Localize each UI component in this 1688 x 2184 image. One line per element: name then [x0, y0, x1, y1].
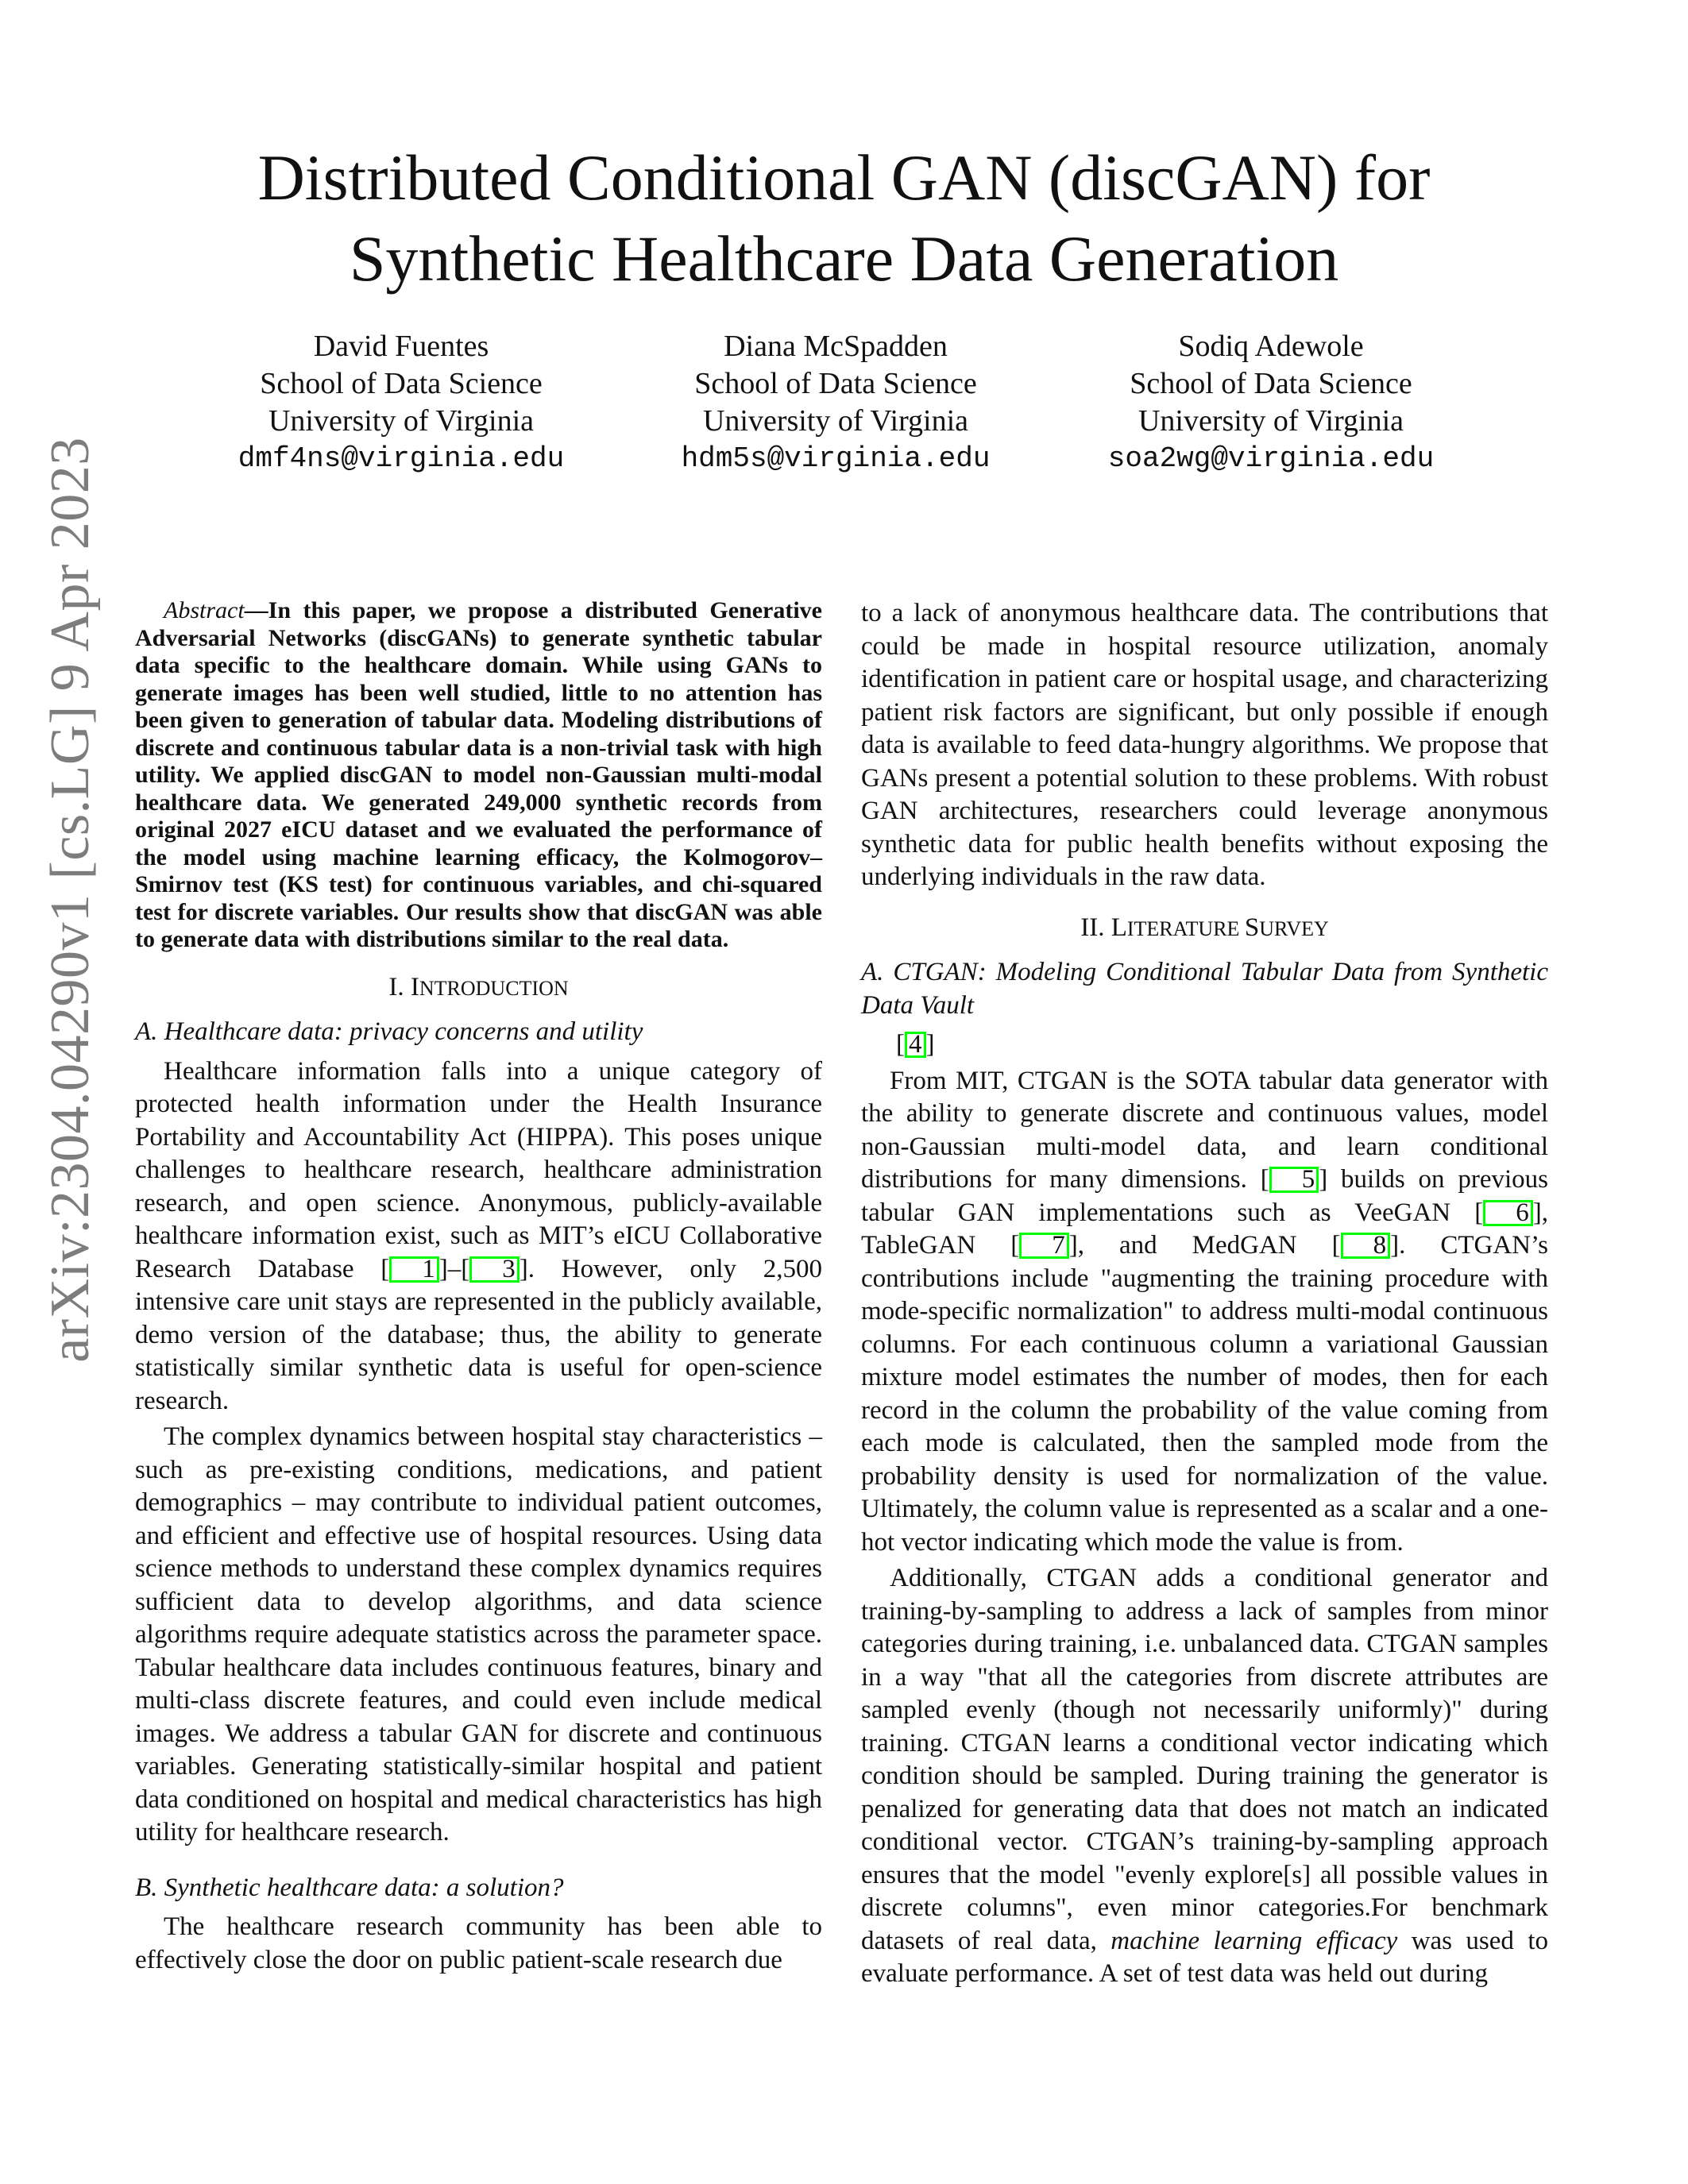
subsection-heading: A. Healthcare data: privacy concerns and utility [135, 1017, 643, 1046]
reference-line: [ 4 ] [896, 1030, 935, 1059]
section-title: URVEY [1259, 916, 1329, 940]
author-school: School of Data Science [260, 367, 543, 400]
author-name: Sodiq Adewole [1178, 330, 1364, 363]
right-column [861, 597, 1548, 1991]
paragraph: Healthcare information falls into a unique category of protected health information under the Health Insurance Portability and Accountability Act (HIPPA). This poses unique challenges to healthcare research, healthcare administration research, and open science. Anonymous, publicly-available healthcare information exist, such as MIT’s eICU Collaborative Research Database [ 1 ]–[ 3 ]. However, only 2,500 intensive care unit stays are represented in the publicly available, demo version of the database; thus, the ability to generate statistically similar synthetic data is useful for open-science research. [135, 1056, 822, 1415]
paragraph: to a lack of anonymous healthcare data. The contributions that could be made in hospital resource utilization, anomaly identification in patient care or hospital usage, and characterizing patient risk factors are significant, but only possible if enough data is available to feed data-hungry algorithms. We propose that GANs present a potential solution to these problems. With robust GAN architectures, researchers could leverage anonymous synthetic data for public health benefits without exposing the underlying individuals in the raw data. [861, 599, 1548, 891]
title-line-2: Synthetic Healthcare Data Generation [349, 222, 1339, 295]
citation-link[interactable]: 1 [389, 1256, 439, 1283]
abstract-text: In this paper, we propose a distributed Generative Adversarial Networks (discGANs) to generate synthetic tabular data specific to the healthcare domain. While using GANs to generate images has been well studied, little to no attention has been given to generation of tabular data. Modeling distributions of discrete and continuous tabular data is a non-trivial task with high utility. We applied discGAN to model non-Gaussian multi-modal healthcare data. We generated 249,000 synthetic records from original 2027 eICU dataset and we evaluated the performance of the model using machine learning efficacy, the Kolmogorov–Smirnov test (KS test) for continuous variables, and chi-squared test for discrete variables. Our results show that discGAN was able to generate data with distributions similar to the real data. [135, 597, 822, 952]
author-university: University of Virginia [268, 404, 535, 438]
abstract-label: Abstract [164, 597, 245, 623]
paragraph-text: Healthcare information falls into a unique category of protected health information under the Health Insurance Portability and Accountability Act (HIPPA). This poses unique challenges to healthcare research, healthcare administration research, and open science. Anonymous, publicly-available healthcare information exist, such as MIT’s eICU Collaborative Research Database [135, 1056, 822, 1283]
paragraph: The healthcare research community has been able to effectively close the door on public patient-scale research due [135, 1912, 822, 1974]
author-email[interactable]: hdm5s@virginia.edu [681, 442, 991, 475]
author-school: School of Data Science [694, 367, 977, 400]
arxiv-identifier: arXiv:2304.04290v1 [cs.LG] 9 Apr 2023 [40, 437, 101, 1363]
citation-link[interactable]: 4 [905, 1032, 926, 1058]
section-heading-introduction [135, 971, 822, 1005]
left-column [135, 597, 822, 1977]
paragraph-text: , TableGAN [861, 1198, 1548, 1260]
paragraph-text: builds on previous tabular GAN implementations such as VeeGAN [861, 1165, 1549, 1227]
subsection-heading: A. CTGAN: Modeling Conditional Tabular Data from Synthetic Data Vault [861, 958, 1548, 1020]
paragraph-text: Additionally, CTGAN adds a conditional generator and training-by-sampling to address a lack of samples from minor categories during training, i.e. unbalanced data. CTGAN samples in a way "that all the categories from discrete attributes are sampled evenly (though not necessarily uniformly)" during training. CTGAN learns a conditional vector indicating which condition should be sampled. During training the generator is penalized for generating data that does not match an indicated conditional vector. CTGAN’s training-by-sampling approach ensures that the model "evenly explore[s] all possible values in discrete columns", even minor categories.For benchmark datasets of real data, [861, 1564, 1548, 1955]
author-email[interactable]: dmf4ns@virginia.edu [238, 442, 565, 475]
author-university: University of Virginia [1138, 404, 1404, 438]
author-name: Diana McSpadden [724, 330, 948, 363]
section-title: S [1244, 913, 1260, 942]
author-block-2 [613, 328, 1058, 477]
paragraph: From MIT, CTGAN is the SOTA tabular data generator with the ability to generate discrete and continuous values, model non-Gaussian multi-model data, and learn conditional distributions for many dimensions. [ 5 ] builds on previous tabular GAN implementations such as VeeGAN [ 6 ], TableGAN [ 7 ], and MedGAN [ 8 ]. CTGAN’s contributions include "augmenting the training procedure with mode-specific normalization" to address multi-modal continuous columns. For each continuous column a variational Gaussian mixture model estimates the number of modes, then for each record in the column the probability of the value coming from each mode is calculated, then the sampled mode from the probability density is used for normalization of the value. Ultimately, the column value is represented as a scalar and a one-hot vector indicating which mode the value is from. [861, 1066, 1549, 1557]
author-university: University of Virginia [702, 404, 969, 438]
author-block-1 [179, 328, 624, 477]
author-block-3 [1049, 328, 1493, 477]
subsection-heading: B. Synthetic healthcare data: a solution? [135, 1873, 564, 1902]
citation-link[interactable]: 3 [469, 1256, 520, 1283]
author-name: David Fuentes [313, 330, 489, 363]
paper-title [0, 137, 1688, 299]
title-line-1: Distributed Conditional GAN (discGAN) for [257, 141, 1431, 214]
author-email[interactable]: soa2wg@virginia.edu [1107, 442, 1435, 475]
emphasis-term: machine learning efficacy [1111, 1926, 1398, 1955]
author-school: School of Data Science [1130, 367, 1412, 400]
abstract [135, 597, 822, 954]
paragraph-text: . However, only 2,500 intensive care unit stays are represented in the publicly available, demo version of the database; thus, the ability to generate statistically similar synthetic data is useful for open-science research. [135, 1254, 822, 1415]
citation-link[interactable]: 8 [1341, 1233, 1391, 1259]
section-number: I. I [388, 972, 419, 1001]
citation-link[interactable]: 7 [1019, 1233, 1069, 1259]
paragraph: The complex dynamics between hospital stay characteristics – such as pre-existing conditions, medications, and patient demographics – may contribute to individual patient outcomes, and efficient and effective use of hospital resources. Using data science methods to understand these complex dynamics requires sufficient data to develop algorithms, and data science algorithms require adequate statistics across the parameter space. Tabular healthcare data includes continuous features, binary and multi-class discrete features, and could even include medical images. We address a tabular GAN for discrete and continuous variables. Generating statistically-similar hospital and patient data conditioned on hospital and medical characteristics has high utility for healthcare research. [135, 1422, 822, 1846]
paragraph-text: From MIT, CTGAN is the SOTA tabular data generator with the ability to generate discrete and continuous values, model non-Gaussian multi-model data, and learn conditional distributions for many dimensions. [861, 1066, 1548, 1194]
section-heading-literature-survey [861, 912, 1548, 946]
paragraph-text: was used to evaluate performance. A set of test data was held out during [861, 1926, 1548, 1988]
citation-link[interactable]: 6 [1483, 1200, 1533, 1226]
section-title: NTRODUCTION [419, 976, 569, 1000]
citation-link[interactable]: 5 [1269, 1167, 1319, 1193]
paragraph [861, 1562, 1548, 1991]
section-title: ITERATURE [1126, 916, 1245, 940]
range-dash: – [447, 1254, 462, 1283]
paragraph-text: . CTGAN’s contributions include "augmenting the training procedure with mode-specific normalization" to address multi-modal continuous columns. For each continuous column a variational Gaussian mixture model estimates the number of modes, then for each record in the column the probability of the value coming from each mode is calculated, then the sampled mode from the probability density is used for normalization of the value. Ultimately, the column value is represented as a scalar and a one-hot vector indicating which mode the value is from. [861, 1231, 1548, 1557]
section-number: II. L [1080, 913, 1127, 942]
abstract-dash: — [244, 597, 268, 623]
paragraph-text: , and MedGAN [1077, 1231, 1332, 1260]
